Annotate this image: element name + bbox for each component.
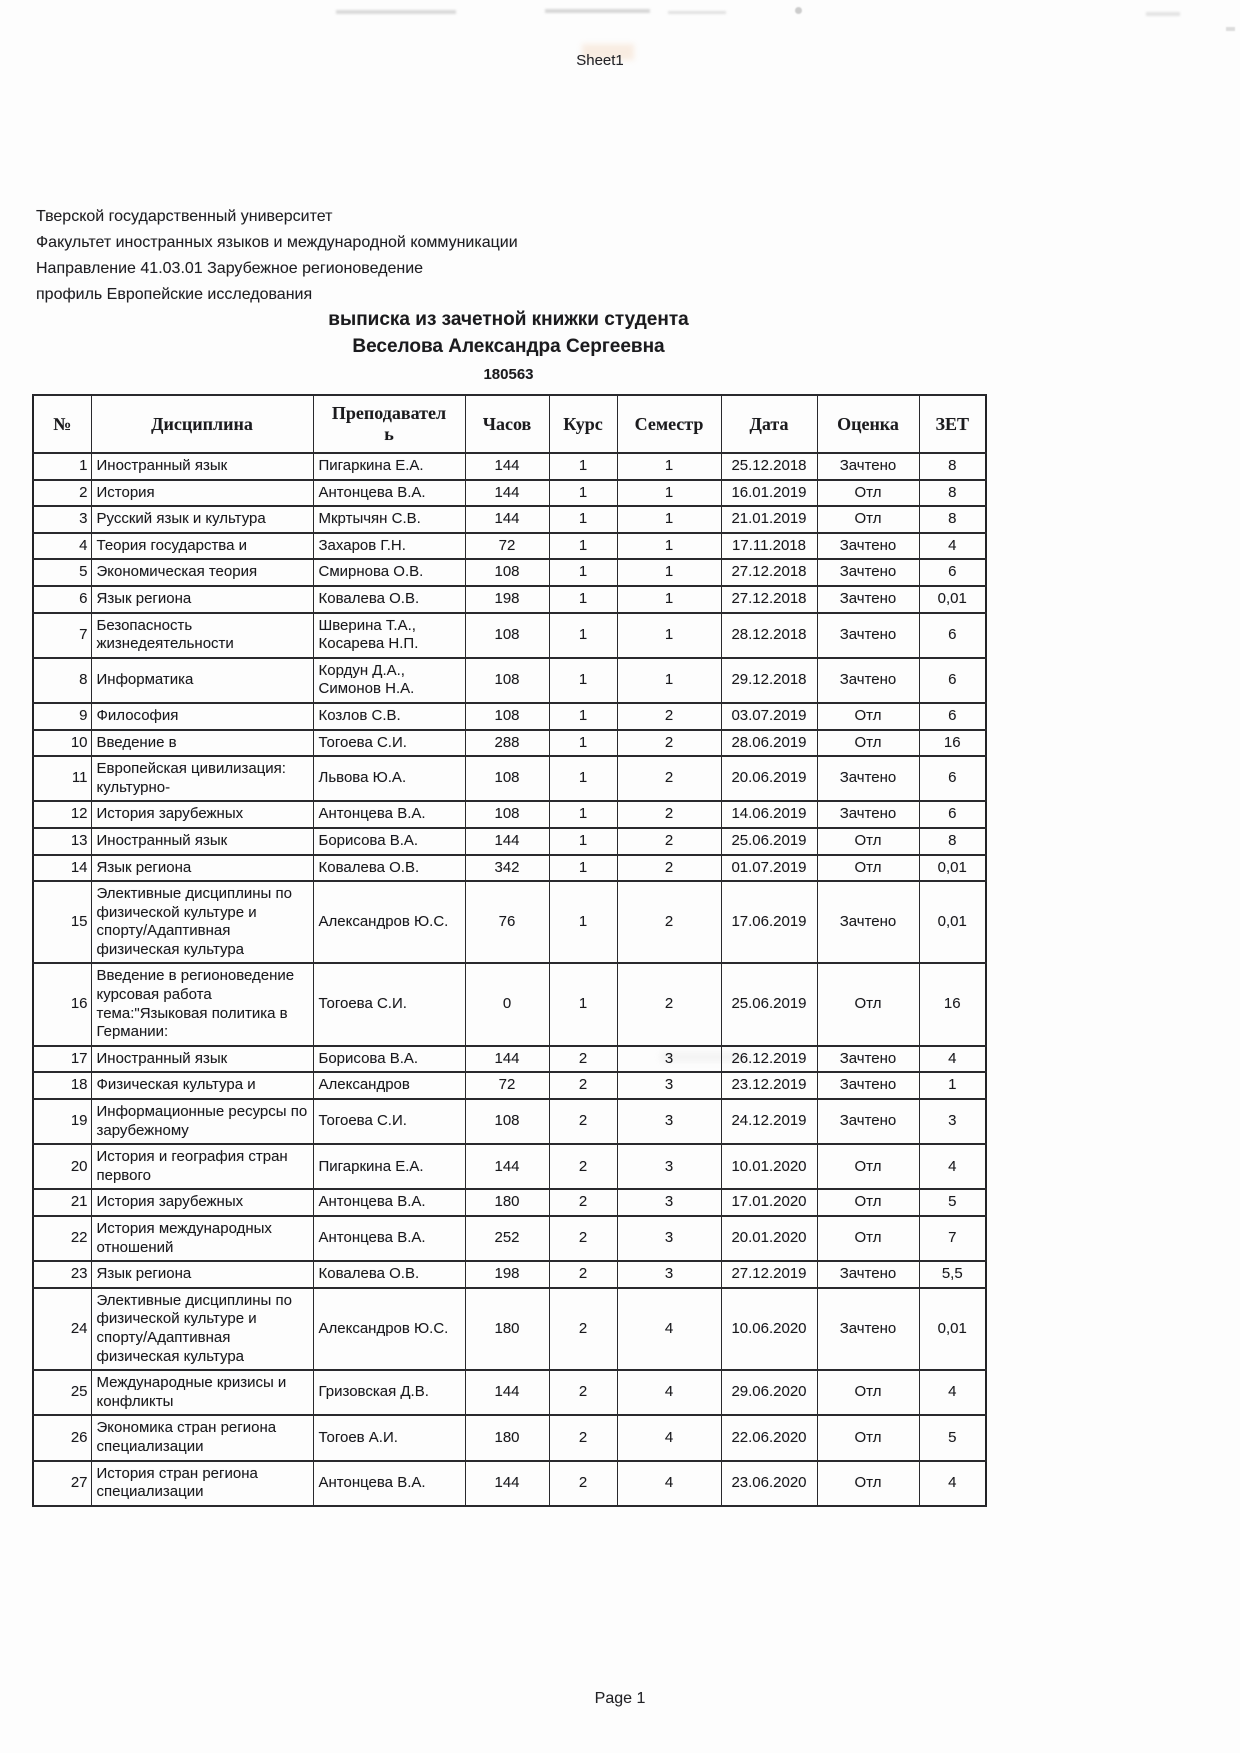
- date-cell: 20.01.2020: [721, 1216, 817, 1261]
- scan-artifact: [795, 7, 802, 14]
- hours-cell: 180: [465, 1288, 549, 1370]
- semester-cell: 1: [617, 533, 721, 560]
- date-cell: 23.06.2020: [721, 1461, 817, 1506]
- course-cell: 1: [549, 506, 617, 533]
- grade-cell: Зачтено: [817, 756, 919, 801]
- row-number-cell: 16: [33, 963, 91, 1045]
- grade-cell: Отл: [817, 1370, 919, 1415]
- sheet-label: Sheet1: [576, 52, 624, 69]
- course-cell: 1: [549, 658, 617, 703]
- course-cell: 1: [549, 533, 617, 560]
- zet-cell: 16: [919, 730, 986, 757]
- discipline-cell: Язык региона: [91, 855, 313, 882]
- row-number-cell: 21: [33, 1189, 91, 1216]
- hours-cell: 76: [465, 881, 549, 963]
- page-footer: Page 1: [594, 1690, 646, 1707]
- col-header-date: Дата: [721, 395, 817, 453]
- zet-cell: 6: [919, 756, 986, 801]
- hours-cell: 144: [465, 828, 549, 855]
- grade-cell: Отл: [817, 963, 919, 1045]
- zet-cell: 5: [919, 1189, 986, 1216]
- table-row: [33, 480, 986, 507]
- hours-cell: 108: [465, 658, 549, 703]
- semester-cell: 3: [617, 1099, 721, 1144]
- teacher-cell: Тогоева С.И.: [313, 730, 465, 757]
- zet-cell: 4: [919, 533, 986, 560]
- hours-cell: 144: [465, 506, 549, 533]
- table-row: [33, 756, 986, 801]
- zet-cell: 6: [919, 801, 986, 828]
- hours-cell: 0: [465, 963, 549, 1045]
- course-cell: 1: [549, 801, 617, 828]
- course-cell: 1: [549, 480, 617, 507]
- teacher-cell: Захаров Г.Н.: [313, 533, 465, 560]
- table-row: [33, 533, 986, 560]
- discipline-cell: Элективные дисциплины по физической культуре и спорту/Адаптивная физическая культура: [91, 1288, 313, 1370]
- date-cell: 28.12.2018: [721, 613, 817, 658]
- table-row: [33, 963, 986, 1045]
- row-number-cell: 18: [33, 1072, 91, 1099]
- student-name: Веселова Александра Сергеевна: [352, 336, 665, 357]
- course-cell: 2: [549, 1461, 617, 1506]
- zet-cell: 5: [919, 1415, 986, 1460]
- table-row: [33, 1189, 986, 1216]
- discipline-cell: История: [91, 480, 313, 507]
- hours-cell: 144: [465, 1046, 549, 1073]
- course-cell: 1: [549, 703, 617, 730]
- semester-cell: 3: [617, 1072, 721, 1099]
- teacher-cell: Александров Ю.С.: [313, 1288, 465, 1370]
- teacher-cell: Тогоев А.И.: [313, 1415, 465, 1460]
- teacher-cell: Кордун Д.А., Симонов Н.А.: [313, 658, 465, 703]
- semester-cell: 1: [617, 453, 721, 480]
- zet-cell: 4: [919, 1144, 986, 1189]
- zet-cell: 7: [919, 1216, 986, 1261]
- date-cell: 24.12.2019: [721, 1099, 817, 1144]
- table-row: [33, 506, 986, 533]
- course-cell: 2: [549, 1099, 617, 1144]
- date-cell: 10.06.2020: [721, 1288, 817, 1370]
- title-block: [32, 307, 985, 387]
- grade-cell: Зачтено: [817, 1072, 919, 1099]
- hours-cell: 144: [465, 480, 549, 507]
- zet-cell: 4: [919, 1461, 986, 1506]
- grade-cell: Зачтено: [817, 533, 919, 560]
- document-title: выписка из зачетной книжки студента: [328, 309, 689, 330]
- hours-cell: 108: [465, 756, 549, 801]
- table-row: [33, 1099, 986, 1144]
- teacher-cell: Борисова В.А.: [313, 828, 465, 855]
- grade-cell: Отл: [817, 703, 919, 730]
- teacher-cell: Львова Ю.А.: [313, 756, 465, 801]
- date-cell: 25.12.2018: [721, 453, 817, 480]
- semester-cell: 4: [617, 1415, 721, 1460]
- student-id: 180563: [483, 366, 534, 383]
- grade-cell: Зачтено: [817, 1046, 919, 1073]
- date-cell: 14.06.2019: [721, 801, 817, 828]
- semester-cell: 1: [617, 506, 721, 533]
- grade-cell: Зачтено: [817, 559, 919, 586]
- row-number-cell: 9: [33, 703, 91, 730]
- hours-cell: 144: [465, 1461, 549, 1506]
- discipline-cell: Иностранный язык: [91, 828, 313, 855]
- discipline-cell: Язык региона: [91, 586, 313, 613]
- course-cell: 2: [549, 1415, 617, 1460]
- discipline-cell: Элективные дисциплины по физической культуре и спорту/Адаптивная физическая культура: [91, 881, 313, 963]
- date-cell: 25.06.2019: [721, 963, 817, 1045]
- row-number-cell: 5: [33, 559, 91, 586]
- semester-cell: 2: [617, 855, 721, 882]
- row-number-cell: 13: [33, 828, 91, 855]
- hours-cell: 342: [465, 855, 549, 882]
- discipline-cell: Физическая культура и: [91, 1072, 313, 1099]
- discipline-cell: Европейская цивилизация: культурно-: [91, 756, 313, 801]
- row-number-cell: 4: [33, 533, 91, 560]
- date-cell: 25.06.2019: [721, 828, 817, 855]
- table-row: [33, 828, 986, 855]
- row-number-cell: 12: [33, 801, 91, 828]
- grade-cell: Зачтено: [817, 1261, 919, 1288]
- course-cell: 1: [549, 730, 617, 757]
- discipline-cell: Введение в: [91, 730, 313, 757]
- date-cell: 29.12.2018: [721, 658, 817, 703]
- table-row: [33, 1370, 986, 1415]
- date-cell: 20.06.2019: [721, 756, 817, 801]
- course-cell: 2: [549, 1189, 617, 1216]
- row-number-cell: 10: [33, 730, 91, 757]
- course-cell: 1: [549, 453, 617, 480]
- row-number-cell: 7: [33, 613, 91, 658]
- scan-artifact: [1226, 27, 1235, 31]
- zet-cell: 0,01: [919, 881, 986, 963]
- row-number-cell: 19: [33, 1099, 91, 1144]
- teacher-cell: Тогоева С.И.: [313, 963, 465, 1045]
- table-row: [33, 881, 986, 963]
- university-line: Тверской государственный университет: [36, 208, 333, 225]
- table-row: [33, 613, 986, 658]
- discipline-cell: Экономика стран региона специализации: [91, 1415, 313, 1460]
- hours-cell: 144: [465, 453, 549, 480]
- semester-cell: 3: [617, 1144, 721, 1189]
- teacher-cell: Мкртычян С.В.: [313, 506, 465, 533]
- row-number-cell: 2: [33, 480, 91, 507]
- teacher-cell: Александров: [313, 1072, 465, 1099]
- hours-cell: 72: [465, 1072, 549, 1099]
- discipline-cell: История международных отношений: [91, 1216, 313, 1261]
- table-row: [33, 559, 986, 586]
- discipline-cell: Русский язык и культура: [91, 506, 313, 533]
- row-number-cell: 15: [33, 881, 91, 963]
- course-cell: 2: [549, 1046, 617, 1073]
- grade-cell: Отл: [817, 1415, 919, 1460]
- table-row: [33, 1072, 986, 1099]
- discipline-cell: Язык региона: [91, 1261, 313, 1288]
- teacher-cell: Тогоева С.И.: [313, 1099, 465, 1144]
- grade-cell: Зачтено: [817, 1099, 919, 1144]
- teacher-cell: Антонцева В.А.: [313, 1216, 465, 1261]
- discipline-cell: Введение в регионоведение курсовая работа тема:"Языковая политика в Германии:: [91, 963, 313, 1045]
- zet-cell: 6: [919, 559, 986, 586]
- col-header-discipline: Дисциплина: [91, 395, 313, 453]
- hours-cell: 198: [465, 586, 549, 613]
- zet-cell: 3: [919, 1099, 986, 1144]
- teacher-cell: Антонцева В.А.: [313, 801, 465, 828]
- date-cell: 22.06.2020: [721, 1415, 817, 1460]
- hours-cell: 198: [465, 1261, 549, 1288]
- grade-cell: Отл: [817, 506, 919, 533]
- row-number-cell: 20: [33, 1144, 91, 1189]
- semester-cell: 1: [617, 480, 721, 507]
- hours-cell: 108: [465, 613, 549, 658]
- discipline-cell: Экономическая теория: [91, 559, 313, 586]
- col-header-teacher-label: Преподаватель: [331, 403, 447, 444]
- course-cell: 1: [549, 828, 617, 855]
- discipline-cell: История и география стран первого: [91, 1144, 313, 1189]
- scan-artifact: [336, 10, 456, 14]
- row-number-cell: 24: [33, 1288, 91, 1370]
- col-header-number: №: [33, 395, 91, 453]
- course-cell: 1: [549, 559, 617, 586]
- row-number-cell: 14: [33, 855, 91, 882]
- row-number-cell: 17: [33, 1046, 91, 1073]
- row-number-cell: 8: [33, 658, 91, 703]
- date-cell: 27.12.2018: [721, 559, 817, 586]
- row-number-cell: 11: [33, 756, 91, 801]
- semester-cell: 2: [617, 828, 721, 855]
- grade-cell: Отл: [817, 855, 919, 882]
- zet-cell: 8: [919, 828, 986, 855]
- program-line: Направление 41.03.01 Зарубежное регионоведение: [36, 260, 424, 277]
- hours-cell: 180: [465, 1189, 549, 1216]
- semester-cell: 4: [617, 1370, 721, 1415]
- table-row: [33, 586, 986, 613]
- course-cell: 1: [549, 613, 617, 658]
- hours-cell: 108: [465, 703, 549, 730]
- zet-cell: 4: [919, 1370, 986, 1415]
- discipline-cell: Информационные ресурсы по зарубежному: [91, 1099, 313, 1144]
- semester-cell: 2: [617, 881, 721, 963]
- zet-cell: 8: [919, 506, 986, 533]
- date-cell: 26.12.2019: [721, 1046, 817, 1073]
- col-header-grade: Оценка: [817, 395, 919, 453]
- hours-cell: 252: [465, 1216, 549, 1261]
- course-cell: 1: [549, 881, 617, 963]
- grade-cell: Зачтено: [817, 801, 919, 828]
- semester-cell: 2: [617, 963, 721, 1045]
- semester-cell: 3: [617, 1189, 721, 1216]
- grade-cell: Отл: [817, 1216, 919, 1261]
- table-row: [33, 1261, 986, 1288]
- course-cell: 1: [549, 586, 617, 613]
- course-cell: 2: [549, 1261, 617, 1288]
- semester-cell: 1: [617, 658, 721, 703]
- grade-cell: Зачтено: [817, 1288, 919, 1370]
- hours-cell: 288: [465, 730, 549, 757]
- hours-cell: 144: [465, 1370, 549, 1415]
- date-cell: 29.06.2020: [721, 1370, 817, 1415]
- grade-cell: Отл: [817, 730, 919, 757]
- row-number-cell: 23: [33, 1261, 91, 1288]
- zet-cell: 8: [919, 480, 986, 507]
- table-row: [33, 1288, 986, 1370]
- discipline-cell: Международные кризисы и конфликты: [91, 1370, 313, 1415]
- hours-cell: 144: [465, 1144, 549, 1189]
- row-number-cell: 26: [33, 1415, 91, 1460]
- grade-cell: Зачтено: [817, 881, 919, 963]
- grade-cell: Отл: [817, 1189, 919, 1216]
- zet-cell: 0,01: [919, 586, 986, 613]
- course-cell: 2: [549, 1370, 617, 1415]
- row-number-cell: 22: [33, 1216, 91, 1261]
- semester-cell: 1: [617, 586, 721, 613]
- teacher-cell: Антонцева В.А.: [313, 1461, 465, 1506]
- table-row: [33, 730, 986, 757]
- profile-line: профиль Европейские исследования: [36, 286, 313, 303]
- teacher-cell: Борисова В.А.: [313, 1046, 465, 1073]
- zet-cell: 4: [919, 1046, 986, 1073]
- row-number-cell: 3: [33, 506, 91, 533]
- discipline-cell: История зарубежных: [91, 1189, 313, 1216]
- date-cell: 27.12.2018: [721, 586, 817, 613]
- row-number-cell: 27: [33, 1461, 91, 1506]
- hours-cell: 108: [465, 801, 549, 828]
- table-row: [33, 1415, 986, 1460]
- col-header-zet: ЗЕТ: [919, 395, 986, 453]
- table-row: [33, 801, 986, 828]
- discipline-cell: Иностранный язык: [91, 1046, 313, 1073]
- course-cell: 1: [549, 756, 617, 801]
- zet-cell: 5,5: [919, 1261, 986, 1288]
- zet-cell: 6: [919, 613, 986, 658]
- course-cell: 2: [549, 1288, 617, 1370]
- semester-cell: 3: [617, 1216, 721, 1261]
- col-header-semester: Семестр: [617, 395, 721, 453]
- table-row: [33, 703, 986, 730]
- course-cell: 1: [549, 963, 617, 1045]
- zet-cell: 6: [919, 703, 986, 730]
- col-header-course: Курс: [549, 395, 617, 453]
- date-cell: 28.06.2019: [721, 730, 817, 757]
- grade-cell: Отл: [817, 1461, 919, 1506]
- row-number-cell: 6: [33, 586, 91, 613]
- hours-cell: 108: [465, 1099, 549, 1144]
- grade-cell: Зачтено: [817, 453, 919, 480]
- semester-cell: 2: [617, 730, 721, 757]
- teacher-cell: Козлов С.В.: [313, 703, 465, 730]
- zet-cell: 0,01: [919, 855, 986, 882]
- discipline-cell: Безопасность жизнедеятельности: [91, 613, 313, 658]
- discipline-cell: Философия: [91, 703, 313, 730]
- semester-cell: 2: [617, 703, 721, 730]
- teacher-cell: Ковалева О.В.: [313, 1261, 465, 1288]
- teacher-cell: Пигаркина Е.А.: [313, 1144, 465, 1189]
- grade-cell: Отл: [817, 828, 919, 855]
- org-block: [36, 204, 518, 308]
- teacher-cell: Пигаркина Е.А.: [313, 453, 465, 480]
- date-cell: 10.01.2020: [721, 1144, 817, 1189]
- course-cell: 2: [549, 1216, 617, 1261]
- discipline-cell: История зарубежных: [91, 801, 313, 828]
- teacher-cell: Гризовская Д.В.: [313, 1370, 465, 1415]
- date-cell: 21.01.2019: [721, 506, 817, 533]
- semester-cell: 1: [617, 559, 721, 586]
- hours-cell: 180: [465, 1415, 549, 1460]
- date-cell: 16.01.2019: [721, 480, 817, 507]
- course-cell: 2: [549, 1072, 617, 1099]
- discipline-cell: История стран региона специализации: [91, 1461, 313, 1506]
- table-header-row: [33, 395, 986, 453]
- semester-cell: 2: [617, 801, 721, 828]
- table-row: [33, 1216, 986, 1261]
- course-cell: 2: [549, 1144, 617, 1189]
- grade-cell: Зачтено: [817, 613, 919, 658]
- discipline-cell: Иностранный язык: [91, 453, 313, 480]
- teacher-cell: Ковалева О.В.: [313, 855, 465, 882]
- date-cell: 23.12.2019: [721, 1072, 817, 1099]
- scan-artifact: [545, 9, 650, 13]
- date-cell: 27.12.2019: [721, 1261, 817, 1288]
- teacher-cell: Антонцева В.А.: [313, 1189, 465, 1216]
- table-row: [33, 658, 986, 703]
- date-cell: 17.06.2019: [721, 881, 817, 963]
- faculty-line: Факультет иностранных языков и международной коммуникации: [36, 234, 518, 251]
- zet-cell: 8: [919, 453, 986, 480]
- teacher-cell: Антонцева В.А.: [313, 480, 465, 507]
- teacher-cell: Смирнова О.В.: [313, 559, 465, 586]
- grade-cell: Зачтено: [817, 658, 919, 703]
- zet-cell: 1: [919, 1072, 986, 1099]
- semester-cell: 4: [617, 1288, 721, 1370]
- zet-cell: 16: [919, 963, 986, 1045]
- table-row: [33, 1046, 986, 1073]
- course-cell: 1: [549, 855, 617, 882]
- zet-cell: 6: [919, 658, 986, 703]
- semester-cell: 3: [617, 1261, 721, 1288]
- date-cell: 01.07.2019: [721, 855, 817, 882]
- scan-artifact: [668, 11, 726, 14]
- semester-cell: 2: [617, 756, 721, 801]
- grade-cell: Отл: [817, 1144, 919, 1189]
- row-number-cell: 25: [33, 1370, 91, 1415]
- discipline-cell: Теория государства и: [91, 533, 313, 560]
- table-row: [33, 1144, 986, 1189]
- semester-cell: 4: [617, 1461, 721, 1506]
- semester-cell: 1: [617, 613, 721, 658]
- row-number-cell: 1: [33, 453, 91, 480]
- hours-cell: 72: [465, 533, 549, 560]
- transcript-table: [32, 394, 987, 1507]
- table-row: [33, 855, 986, 882]
- grade-cell: Отл: [817, 480, 919, 507]
- date-cell: 03.07.2019: [721, 703, 817, 730]
- date-cell: 17.11.2018: [721, 533, 817, 560]
- table-row: [33, 1461, 986, 1506]
- teacher-cell: Ковалева О.В.: [313, 586, 465, 613]
- semester-cell: 3: [617, 1046, 721, 1073]
- hours-cell: 108: [465, 559, 549, 586]
- grade-cell: Зачтено: [817, 586, 919, 613]
- col-header-hours: Часов: [465, 395, 549, 453]
- discipline-cell: Информатика: [91, 658, 313, 703]
- date-cell: 17.01.2020: [721, 1189, 817, 1216]
- zet-cell: 0,01: [919, 1288, 986, 1370]
- teacher-cell: Шверина Т.А., Косарева Н.П.: [313, 613, 465, 658]
- table-row: [33, 453, 986, 480]
- col-header-teacher: [313, 395, 465, 453]
- teacher-cell: Александров Ю.С.: [313, 881, 465, 963]
- scan-artifact: [1146, 12, 1180, 16]
